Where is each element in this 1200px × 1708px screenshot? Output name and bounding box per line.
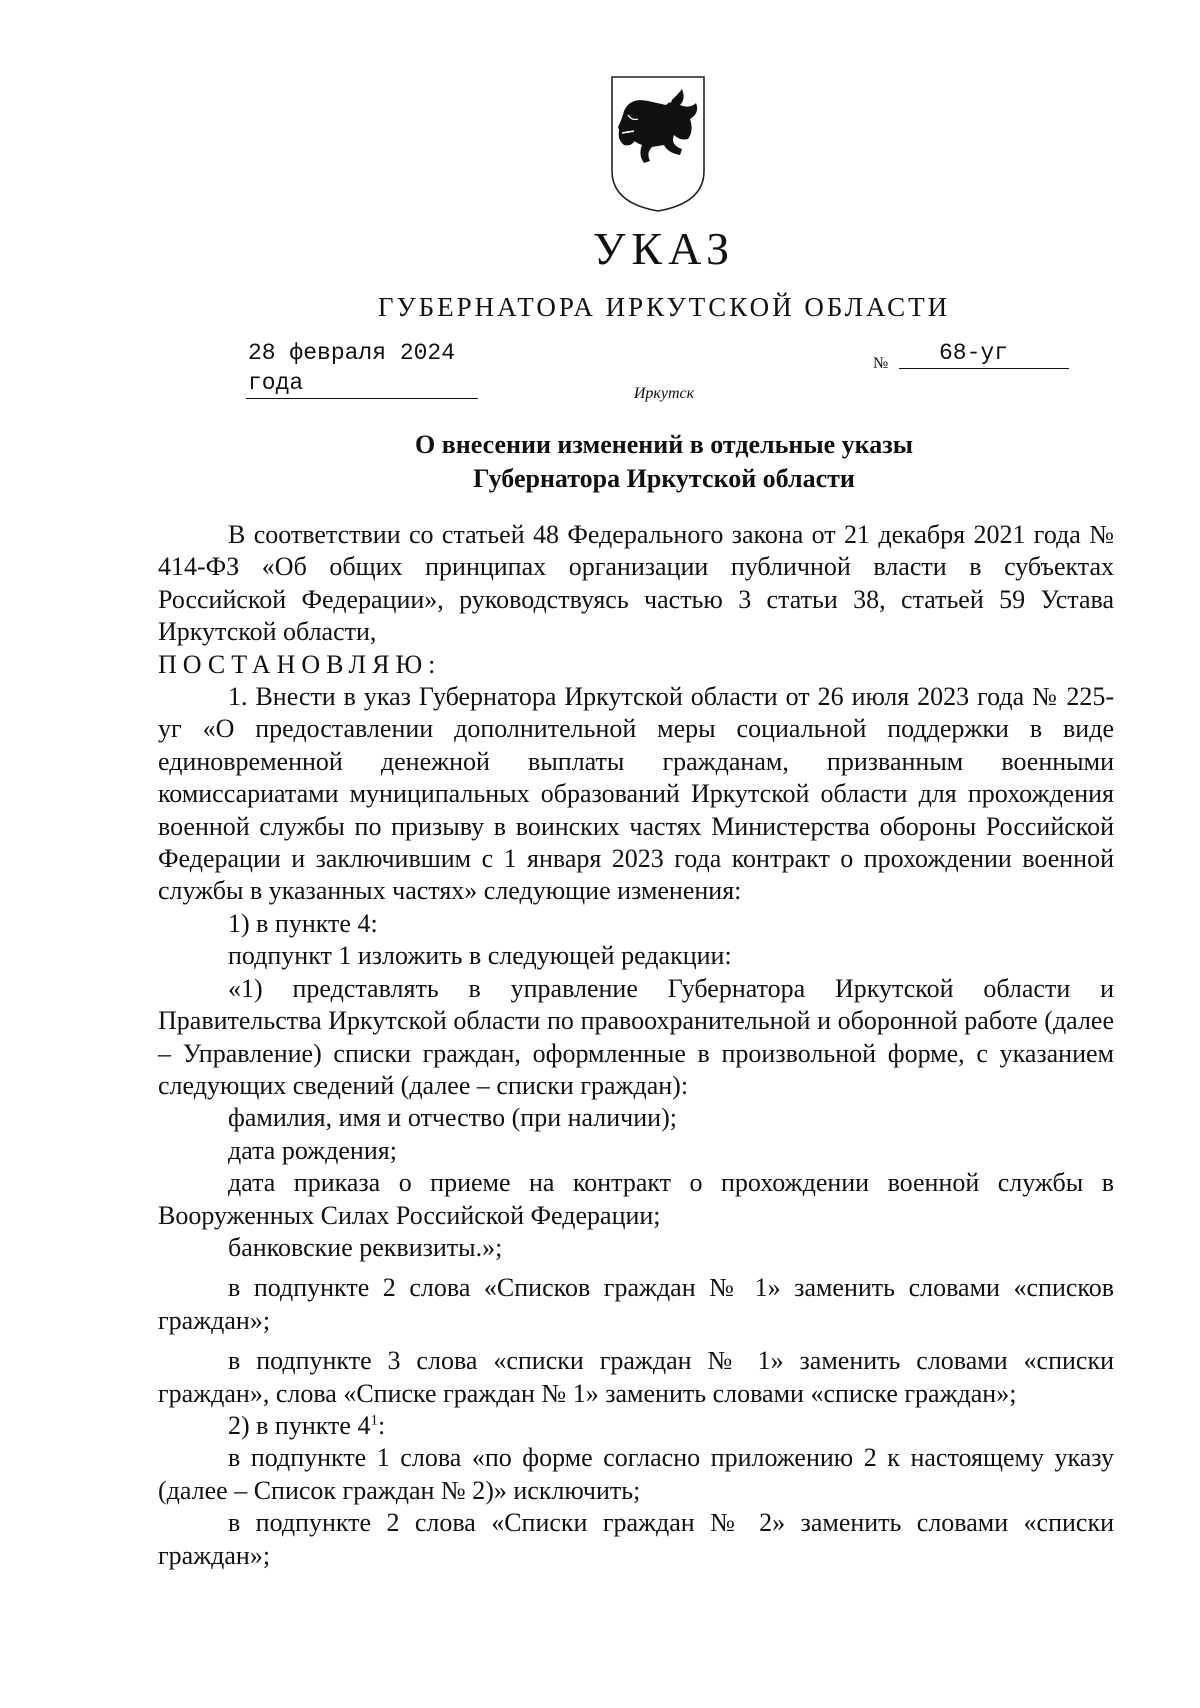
subitem-2-superscript: 1	[370, 1412, 378, 1429]
document-heading	[64, 428, 1200, 496]
paragraph-field-bank: банковские реквизиты.»;	[228, 1232, 503, 1262]
paragraph-subitem-2	[158, 1410, 1114, 1442]
paragraph-subpoint-1: подпункт 1 изложить в следующей редакции:	[228, 941, 732, 971]
paragraph-subpoint-3: в подпункте 3 слова «списки граждан № 1» заменить словами «списки граждан», слова «Списке граждан № 1» заменить словами «списке граждан»;	[158, 1346, 1114, 1408]
paragraph-field-order-date: дата приказа о приеме на контракт о прохождении военной службы в Вооруженных Силах Российской Федерации;	[158, 1168, 1114, 1230]
paragraph-new-wording: «1) представлять в управление Губернатора Иркутской области и Правительства Иркутской области по правоохранительной и оборонной работе (далее – Управление) списки граждан, оформленные в произвольной форме, с указанием следующих сведений (далее – списки граждан):	[158, 973, 1114, 1100]
subitem-2-colon: :	[377, 1410, 386, 1440]
document-body	[158, 519, 1114, 1572]
issue-city: Иркутск	[633, 385, 695, 402]
paragraph-subitem-1: 1) в пункте 4:	[228, 908, 378, 938]
paragraph-subitem-2-point-2: в подпункте 2 слова «Списки граждан № 2» заменить словами «списки граждан»;	[158, 1508, 1114, 1570]
paragraph-decree: ПОСТАНОВЛЯЮ:	[158, 649, 442, 679]
paragraph-item-1: 1. Внести в указ Губернатора Иркутской области от 26 июля 2023 года № 225-уг «О предоставлении дополнительной меры социальной поддержки в виде единовременной денежной выплаты гражданам, призванным военными комиссариатами муниципальных образований Иркутской области для прохождения военной службы по призыву в воинских частях Министерства обороны Российской Федерации и заключившим с 1 января 2023 года контракт о прохождении военной службы в указанных частях» следующие изменения:	[158, 682, 1114, 906]
paragraph-preamble: В соответствии со статьей 48 Федерального закона от 21 декабря 2021 года № 414-ФЗ «Об общих принципах организации публичной власти в субъектах Российской Федерации», руководствуясь частью 3 статьи 38, статьей 59 Устава Иркутской области,	[158, 520, 1114, 647]
heading-line-2: Губернатора Иркутской области	[473, 464, 855, 493]
document-title: УКАЗ	[592, 223, 736, 274]
paragraph-subpoint-2: в подпункте 2 слова «Списков граждан № 1» заменить словами «списков граждан»;	[158, 1273, 1114, 1335]
issuer-title: ГУБЕРНАТОРА ИРКУТСКОЙ ОБЛАСТИ	[377, 292, 951, 322]
number-sign: №	[873, 355, 889, 372]
irkutsk-coat-of-arms-emblem	[610, 75, 706, 213]
document-date: 28 февраля 2024 года	[246, 338, 478, 399]
document-number: 68-уг	[899, 338, 1069, 369]
heading-line-1: О внесении изменений в отдельные указы	[414, 430, 914, 459]
paragraph-subitem-2-point-1: в подпункте 1 слова «по форме согласно приложению 2 к настоящему указу (далее – Список граждан № 2)» исключить;	[158, 1443, 1114, 1505]
paragraph-field-name: фамилия, имя и отчество (при наличии);	[228, 1103, 677, 1133]
paragraph-field-birthdate: дата рождения;	[228, 1135, 397, 1165]
subitem-2-text: 2) в пункте 4	[228, 1410, 371, 1440]
